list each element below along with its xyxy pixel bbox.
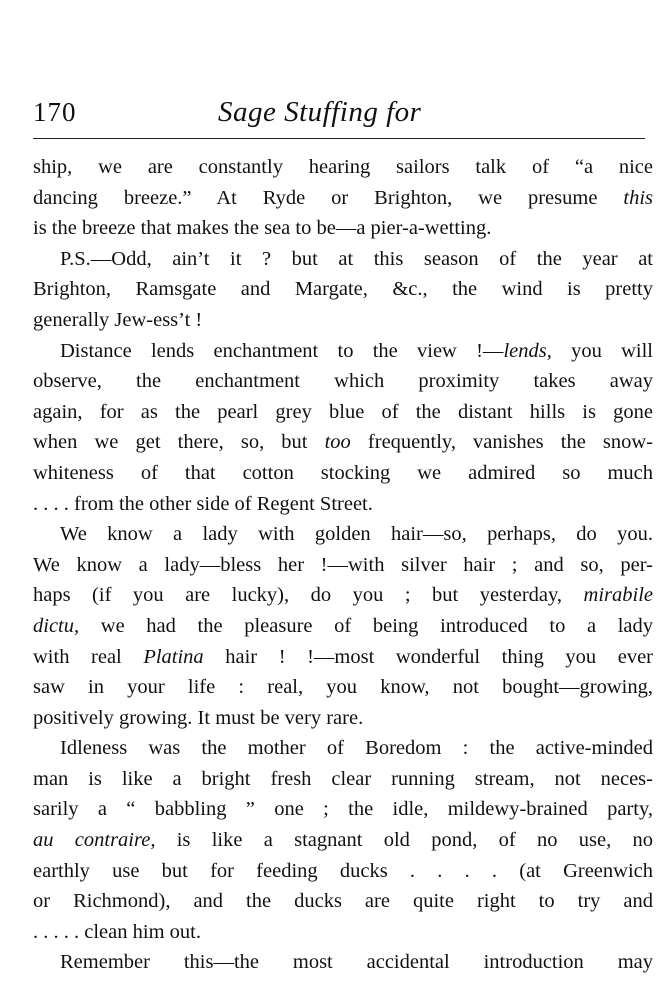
header-rule (33, 138, 645, 139)
text-run: Brighton, Ramsgate and Margate, &c., the wind is pretty (33, 278, 653, 301)
text-run: Idleness was the mother of Boredom : the active-minded (60, 737, 653, 760)
text-run: hair ! !—most wonderful thing you ever (203, 645, 653, 668)
text-line (33, 703, 653, 734)
text-run: ship, we are constantly hearing sailors talk of “a nice (33, 156, 653, 178)
text-line (33, 336, 653, 367)
text-run: saw in your life : real, you know, not bought—growing, (33, 676, 653, 699)
text-line (33, 427, 653, 458)
text-run: We know a lady—bless her !—with silver hair ; and so, per- (33, 553, 653, 576)
text-line (33, 611, 653, 642)
text-line (33, 947, 653, 978)
text-run: is like a stagnant old pond, of no use, no (155, 829, 653, 852)
text-line (33, 397, 653, 428)
text-run: whiteness of that cotton stocking we admired so much (33, 461, 653, 484)
text-run: . . . . . clean him out. (33, 920, 201, 943)
text-run: haps (if you are lucky), do you ; but yesterday, (33, 584, 584, 607)
text-line (33, 886, 653, 917)
text-run: man is like a bright fresh clear running stream, not neces- (33, 767, 653, 790)
text-run: observe, the enchantment which proximity takes away (33, 370, 653, 393)
text-run: generally Jew-ess’t ! (33, 308, 203, 331)
text-run: Distance lends enchantment to the view !— (60, 339, 504, 362)
text-run: dancing breeze.” At Ryde or Brighton, we presume (33, 186, 624, 209)
text-line (33, 305, 653, 336)
italic-text: Platina (143, 645, 204, 668)
text-line (33, 917, 653, 948)
text-line (33, 183, 653, 214)
text-line (33, 458, 653, 489)
text-line (33, 550, 653, 581)
text-line (33, 213, 653, 244)
page-number: 170 (33, 97, 77, 127)
text-run: is the breeze that makes the sea to be—a pier-a-wetting. (33, 217, 492, 240)
text-line (33, 519, 653, 550)
text-line (33, 580, 653, 611)
text-run: sarily a “ babbling ” one ; the idle, mildewy-brained party, (33, 798, 653, 821)
running-title: Sage Stuffing for (218, 96, 422, 128)
italic-text: too (324, 431, 351, 454)
text-run: . . . . from the other side of Regent Street. (33, 492, 373, 515)
text-run: Remember this—the most accidental introduction may (60, 951, 653, 974)
text-run: when we get there, so, but (33, 431, 325, 454)
text-line (33, 642, 653, 673)
italic-text: mirabile (583, 584, 653, 607)
italic-text: dictu, (33, 614, 80, 637)
text-line (33, 366, 653, 397)
text-run: or Richmond), and the ducks are quite right to try and (33, 890, 653, 913)
text-run: again, for as the pearl grey blue of the distant hills is gone (33, 400, 653, 423)
text-run: with real (33, 645, 144, 668)
text-run: positively growing. It must be very rare. (33, 706, 364, 729)
text-line (33, 152, 653, 183)
text-run: P.S.—Odd, ain’t it ? but at this season of the year at (60, 247, 653, 270)
text-line (33, 794, 653, 825)
text-run: we had the pleasure of being introduced to a lady (79, 614, 653, 637)
text-run: earthly use but for feeding ducks . . . . (at Greenwich (33, 859, 653, 882)
text-line (33, 489, 653, 520)
text-line (33, 733, 653, 764)
text-line (33, 672, 653, 703)
text-line (33, 244, 653, 275)
text-run: We know a lady with golden hair—so, perhaps, do you. (60, 523, 653, 546)
italic-text: lends, (503, 339, 552, 362)
italic-text: this (623, 186, 653, 209)
page-header (33, 94, 645, 134)
italic-text: au contraire, (33, 829, 156, 852)
text-line (33, 856, 653, 887)
text-line (33, 825, 653, 856)
text-run: frequently, vanishes the snow- (350, 431, 654, 454)
text-line (33, 764, 653, 795)
text-run: you will (551, 339, 653, 362)
body-text (33, 152, 653, 978)
text-line (33, 274, 653, 305)
